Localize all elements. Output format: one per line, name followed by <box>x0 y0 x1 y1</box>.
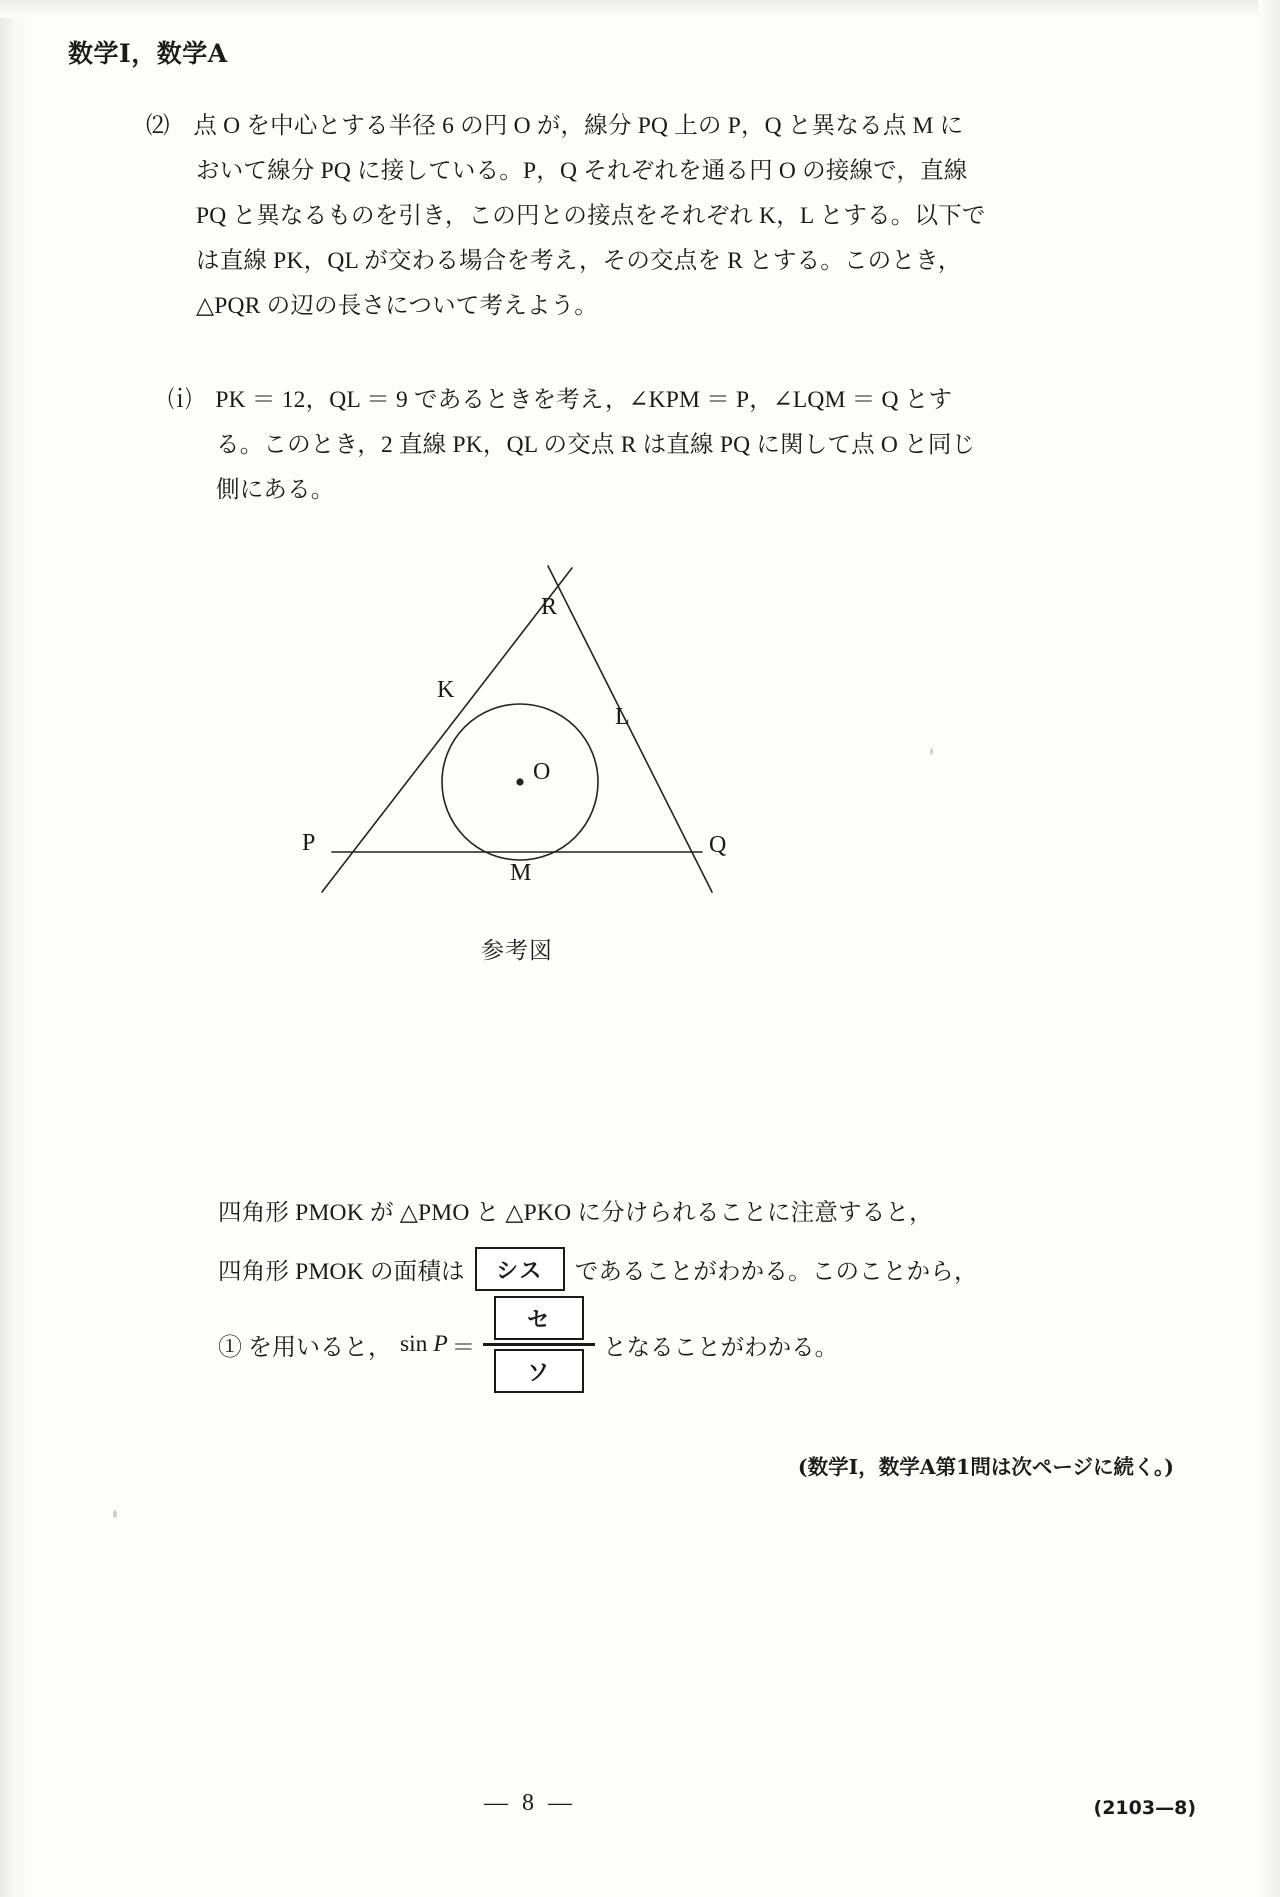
figure-caption-text: 参考図 <box>481 938 553 963</box>
point-o-dot <box>516 778 523 785</box>
problem-i-line: ⒤ PK ＝ 12，QL ＝ 9 であるときを考え，∠KPM ＝ P，∠LQM ＝ Q とす <box>168 387 953 413</box>
equals-sign: ＝ <box>451 1334 476 1361</box>
figure-label-M: M <box>510 860 532 886</box>
problem-2-line: おいて線分 PQ に接している。P，Q それぞれを通る円 O の接線で，直線 <box>196 158 968 184</box>
answer-box-shisu[interactable]: シス <box>475 1247 565 1291</box>
answer-line-2-suffix: であることがわかる。このことから， <box>574 1259 978 1285</box>
page-number <box>0 1790 1280 1817</box>
fraction-se-over-so <box>483 1296 595 1393</box>
figure-label-O: O <box>533 759 551 785</box>
fraction-bar <box>483 1343 595 1346</box>
answer-box-se[interactable]: セ <box>494 1296 584 1340</box>
problem-2-line: ⑵ 点 O を中心とする半径 6 の円 O が，線分 PQ 上の P，Q と異なる点 M に <box>146 113 964 139</box>
page-title: 数学Ⅰ，数学A <box>68 39 228 68</box>
answer-line-1-text: 四角形 PMOK が △PMO と △PKO に分けられることに注意すると， <box>218 1200 933 1226</box>
answer-line-1 <box>218 1182 1018 1238</box>
figure-caption <box>0 932 1280 965</box>
scan-speck <box>930 748 933 755</box>
answer-line-3-suffix: となることがわかる。 <box>603 1334 839 1361</box>
scan-edge-top <box>0 0 1280 18</box>
figure-label-R: R <box>541 594 558 620</box>
figure-label-Q: Q <box>709 832 727 858</box>
geometry-figure-svg <box>300 552 760 922</box>
figure-label-L: L <box>615 704 630 730</box>
line-pk-extended <box>322 568 572 892</box>
figure-labels <box>302 594 726 886</box>
answer-box-so[interactable]: ソ <box>494 1349 584 1393</box>
answer-line-3-prefix: ① を用いると， <box>218 1335 392 1361</box>
problem-i-line: る。このとき，2 直線 PK，QL の交点 R は直線 PQ に関して点 O と同じ <box>216 432 976 458</box>
scan-speck <box>113 1510 117 1518</box>
answer-line-2 <box>218 1238 1018 1300</box>
sin-p-label: sin P <box>400 1331 448 1357</box>
line-ql-extended <box>548 566 712 892</box>
problem-2-line: △PQR の辺の長さについて考えよう。 <box>196 293 598 319</box>
answer-line-2-prefix: 四角形 PMOK の面積は <box>218 1259 465 1285</box>
problem-2-line: PQ と異なるものを引き，この円との接点をそれぞれ K，L とする。以下で <box>196 203 986 229</box>
problem-2-text <box>146 104 1006 329</box>
problem-2-line: は直線 PK，QL が交わる場合を考え，その交点を R とする。このとき， <box>196 248 962 274</box>
geometry-figure <box>300 552 760 922</box>
answer-line-3 <box>218 1296 838 1393</box>
problem-i-text <box>168 378 1008 513</box>
page-code: (2103—8) <box>1093 1797 1196 1819</box>
problem-i-line: 側にある。 <box>216 477 335 503</box>
figure-label-K: K <box>437 677 455 703</box>
page-number-text: — 8 — <box>484 1790 576 1816</box>
answer-section <box>218 1182 1018 1300</box>
continuation-note: (数学Ⅰ，数学A第1問は次ページに続く。) <box>797 1455 1174 1479</box>
figure-label-P: P <box>302 830 316 856</box>
